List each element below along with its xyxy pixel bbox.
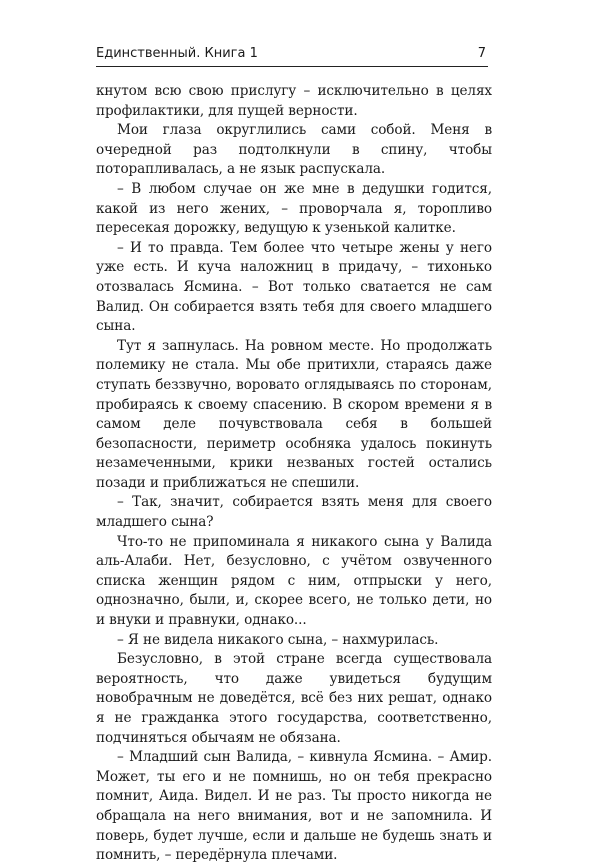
paragraph: Безусловно, в этой стране всегда существовала вероятность, что даже увидеться будущим новобрачным не доведётся, всё без них решат, однако я не гражданка этого государства, соответственно, подчиняться обычаям не обязана.	[96, 651, 492, 746]
paragraph: – Младший сын Валида, – кивнула Ясмина. – Амир. Может, ты его и не помнишь, но он тебя прекрасно помнит, Аида. Видел. И не раз. Ты просто никогда не обращала на него внимания, вот и не запомнила. И поверь, будет лучше, если и дальше не будешь знать и помнить, – передёрнула плечами.	[96, 749, 492, 864]
body-text	[96, 82, 492, 866]
running-header	[96, 44, 488, 67]
paragraph: Что-то не припоминала я никакого сына у Валида аль-Алаби. Нет, безусловно, с учётом озвученного списка женщин рядом с ним, отпрыски у него, однозначно, были, и, скорее всего, не только дети, но и внуки и правнуки, однако...	[96, 533, 492, 629]
paragraph: Мои глаза округлились сами собой. Меня в очередной раз подтолкнули в спину, чтобы поторапливалась, а не язык распускала.	[96, 122, 492, 178]
paragraph: – Я не видела никакого сына, – нахмурилась.	[117, 631, 439, 648]
paragraph: кнутом всю свою прислугу – исключительно в целях профилактики, для пущей верности.	[96, 83, 492, 119]
running-title: Единственный. Книга 1	[96, 46, 258, 61]
paragraph: – Так, значит, собирается взять меня для своего младшего сына?	[96, 494, 492, 531]
paragraph: Тут я запнулась. На ровном месте. Но продолжать полемику не стала. Мы обе притихли, стараясь даже ступать беззвучно, воровато оглядываясь по сторонам, пробираясь к своему спасению. В скором времени я в самом деле почувствовала себя в большей безопасности, периметр особняка удалось покинуть незамеченными, крики незваных гостей остались позади и приближаться не спешили.	[96, 337, 492, 491]
page-number: 7	[477, 46, 486, 61]
paragraph: – И то правда. Тем более что четыре жены у него уже есть. И куча наложниц в придачу, – тихонько отозвалась Ясмина. – Вот только сватается не сам Валид. Он собирается взять тебя для своего младшего сына.	[96, 239, 492, 335]
paragraph: – В любом случае он же мне в дедушки годится, какой из него жених, – проворчала я, торопливо пересекая дорожку, ведущую к узенькой калитке.	[96, 180, 492, 237]
